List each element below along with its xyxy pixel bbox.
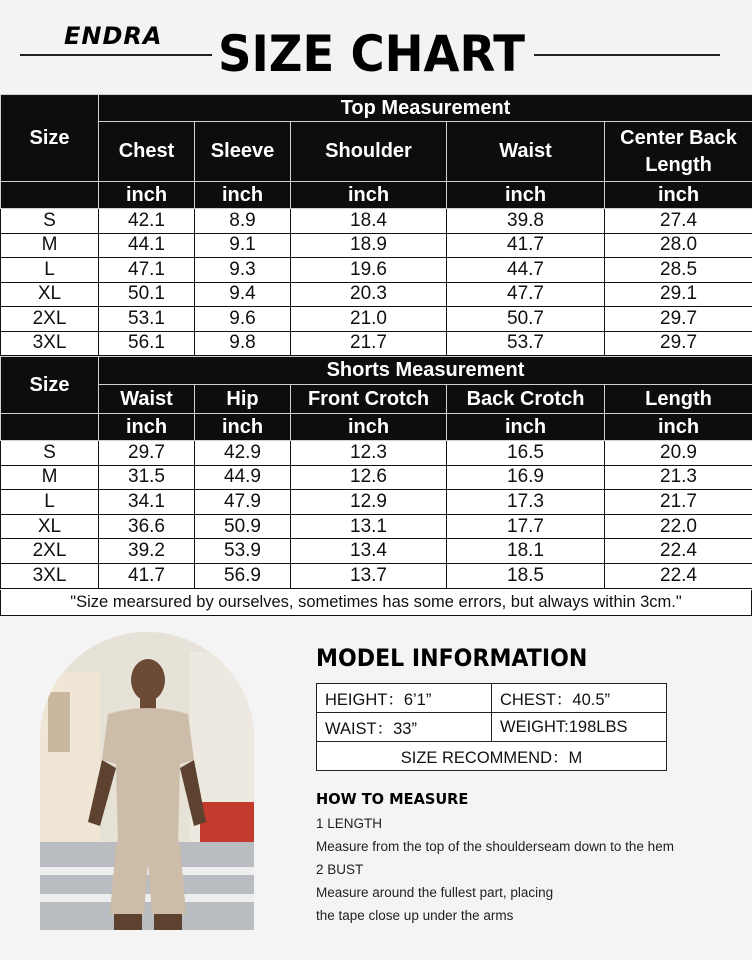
- size-cell: 2XL: [1, 307, 99, 332]
- column-header: Hip: [195, 385, 291, 414]
- size-cell: XL: [1, 514, 99, 539]
- value-cell: 22.4: [605, 563, 752, 588]
- column-header: Waist: [99, 385, 195, 414]
- size-cell: S: [1, 441, 99, 466]
- value-cell: 41.7: [99, 563, 195, 588]
- value-cell: 29.7: [99, 441, 195, 466]
- how-to-measure-title: HOW TO MEASURE: [316, 790, 469, 808]
- value-cell: 29.1: [605, 282, 752, 307]
- unit-label: inch: [99, 182, 195, 209]
- value-cell: 18.9: [291, 233, 447, 258]
- value-cell: 29.7: [605, 307, 752, 332]
- table-row: [1, 282, 752, 307]
- value-cell: 47.7: [447, 282, 605, 307]
- model-photo-icon: [40, 632, 254, 930]
- value-cell: 18.4: [291, 209, 447, 234]
- value-cell: 8.9: [195, 209, 291, 234]
- table-row: [1, 258, 752, 283]
- divider-left: [20, 54, 212, 56]
- value-cell: 44.9: [195, 465, 291, 490]
- value-cell: 13.4: [291, 539, 447, 564]
- measure-step-bust: 2 BUST: [316, 862, 364, 877]
- size-cell: L: [1, 490, 99, 515]
- value-cell: 41.7: [447, 233, 605, 258]
- value-cell: 20.3: [291, 282, 447, 307]
- value-cell: 13.1: [291, 514, 447, 539]
- value-cell: 22.0: [605, 514, 752, 539]
- value-cell: 16.9: [447, 465, 605, 490]
- unit-label: inch: [195, 414, 291, 441]
- size-cell: 3XL: [1, 331, 99, 356]
- shorts-rows: [1, 441, 752, 589]
- unit-label: inch: [291, 182, 447, 209]
- unit-label: inch: [447, 414, 605, 441]
- unit-label: inch: [605, 182, 752, 209]
- value-cell: 21.3: [605, 465, 752, 490]
- model-info-title: MODEL INFORMATION: [316, 644, 588, 672]
- value-cell: 20.9: [605, 441, 752, 466]
- value-cell: 31.5: [99, 465, 195, 490]
- measure-step-length: 1 LENGTH: [316, 816, 383, 831]
- value-cell: 50.9: [195, 514, 291, 539]
- value-cell: 9.3: [195, 258, 291, 283]
- value-cell: 44.1: [99, 233, 195, 258]
- shorts-measurement-table: [0, 356, 752, 589]
- value-cell: 39.8: [447, 209, 605, 234]
- top-measurement-table: [0, 94, 752, 356]
- unit-label: inch: [605, 414, 752, 441]
- value-cell: 17.3: [447, 490, 605, 515]
- value-cell: 56.1: [99, 331, 195, 356]
- top-rows: [1, 209, 752, 356]
- size-cell: S: [1, 209, 99, 234]
- header: [0, 0, 752, 94]
- value-cell: 18.5: [447, 563, 605, 588]
- value-cell: 18.1: [447, 539, 605, 564]
- value-cell: 47.9: [195, 490, 291, 515]
- size-cell: XL: [1, 282, 99, 307]
- column-header: Front Crotch: [291, 385, 447, 414]
- column-header: Back Crotch: [447, 385, 605, 414]
- table-row: [1, 441, 752, 466]
- table-row: [1, 209, 752, 234]
- size-cell: L: [1, 258, 99, 283]
- model-size-recommend: SIZE RECOMMEND：M: [317, 742, 667, 771]
- value-cell: 28.5: [605, 258, 752, 283]
- column-header: Chest: [99, 122, 195, 182]
- value-cell: 50.1: [99, 282, 195, 307]
- column-header: Sleeve: [195, 122, 291, 182]
- value-cell: 42.9: [195, 441, 291, 466]
- value-cell: 42.1: [99, 209, 195, 234]
- model-weight: WEIGHT:198LBS: [492, 713, 667, 742]
- page-title: SIZE CHART: [218, 25, 525, 83]
- value-cell: 12.3: [291, 441, 447, 466]
- value-cell: 50.7: [447, 307, 605, 332]
- size-cell: M: [1, 233, 99, 258]
- value-cell: 13.7: [291, 563, 447, 588]
- table-row: [1, 490, 752, 515]
- value-cell: 9.8: [195, 331, 291, 356]
- value-cell: 53.7: [447, 331, 605, 356]
- table-row: [1, 514, 752, 539]
- unit-empty: [1, 414, 99, 441]
- model-height: HEIGHT：6’1”: [317, 684, 492, 713]
- model-waist: WAIST：33”: [317, 713, 492, 742]
- table-row: [1, 233, 752, 258]
- model-info-table: [316, 683, 667, 771]
- model-chest: CHEST：40.5”: [492, 684, 667, 713]
- value-cell: 21.0: [291, 307, 447, 332]
- value-cell: 17.7: [447, 514, 605, 539]
- measurement-note: "Size mearsured by ourselves, sometimes has some errors, but always within 3cm.": [0, 590, 752, 616]
- value-cell: 21.7: [605, 490, 752, 515]
- value-cell: 47.1: [99, 258, 195, 283]
- value-cell: 28.0: [605, 233, 752, 258]
- measure-step-bust-desc-2: the tape close up under the arms: [316, 908, 514, 923]
- value-cell: 16.5: [447, 441, 605, 466]
- value-cell: 12.6: [291, 465, 447, 490]
- value-cell: 22.4: [605, 539, 752, 564]
- column-header: Waist: [447, 122, 605, 182]
- measure-step-bust-desc-1: Measure around the fullest part, placing: [316, 885, 554, 900]
- value-cell: 29.7: [605, 331, 752, 356]
- unit-label: inch: [447, 182, 605, 209]
- value-cell: 9.4: [195, 282, 291, 307]
- divider-right: [534, 54, 720, 56]
- table-row: [1, 465, 752, 490]
- column-header: Shoulder: [291, 122, 447, 182]
- value-cell: 12.9: [291, 490, 447, 515]
- value-cell: 53.1: [99, 307, 195, 332]
- value-cell: 9.1: [195, 233, 291, 258]
- model-illustration: [40, 632, 254, 930]
- column-header: Center Back Length: [605, 122, 752, 182]
- table-row: [1, 307, 752, 332]
- value-cell: 21.7: [291, 331, 447, 356]
- value-cell: 39.2: [99, 539, 195, 564]
- group-title: Shorts Measurement: [99, 357, 752, 385]
- value-cell: 36.6: [99, 514, 195, 539]
- size-cell: 3XL: [1, 563, 99, 588]
- value-cell: 27.4: [605, 209, 752, 234]
- measure-step-length-desc: Measure from the top of the shoulderseam down to the hem: [316, 839, 674, 854]
- unit-label: inch: [291, 414, 447, 441]
- value-cell: 44.7: [447, 258, 605, 283]
- value-cell: 56.9: [195, 563, 291, 588]
- table-row: [1, 563, 752, 588]
- group-title: Top Measurement: [99, 95, 752, 122]
- table-row: [1, 331, 752, 356]
- size-cell: M: [1, 465, 99, 490]
- size-header: Size: [1, 95, 99, 182]
- unit-label: inch: [195, 182, 291, 209]
- brand-logo: ENDRA: [64, 22, 163, 50]
- unit-empty: [1, 182, 99, 209]
- value-cell: 34.1: [99, 490, 195, 515]
- value-cell: 9.6: [195, 307, 291, 332]
- column-header: Length: [605, 385, 752, 414]
- size-cell: 2XL: [1, 539, 99, 564]
- size-header: Size: [1, 357, 99, 414]
- unit-label: inch: [99, 414, 195, 441]
- table-row: [1, 539, 752, 564]
- value-cell: 53.9: [195, 539, 291, 564]
- value-cell: 19.6: [291, 258, 447, 283]
